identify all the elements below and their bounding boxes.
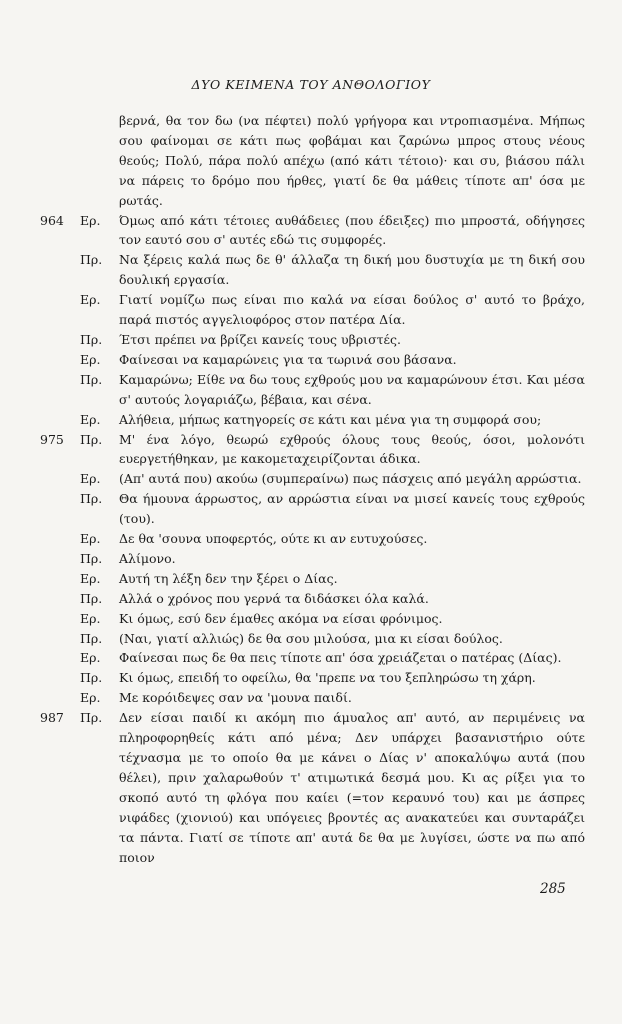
dialogue-line <box>40 648 585 668</box>
dialogue-line <box>40 290 585 330</box>
line-text: Με κορόιδεψες σαν να 'μουνα παιδί. <box>119 690 352 706</box>
line-text: Αλήθεια, μήπως κατηγορείς σε κάτι και μένα για τη συμφορά σου; <box>119 411 542 427</box>
speaker-label: Πρ. <box>80 431 103 447</box>
verse-number: 964 <box>40 212 64 228</box>
line-text: βερνά, θα τον δω (να πέφτει) πολύ γρήγορα και ντροπιασμένα. Μήπως σου φαίνομαι σε κάτι πως φοβάμαι και ζαρώνω μπρος στους νέους θεούς; Πολύ, πάρα πολύ απέχω (από κάτι τέτοιο)· και συ, βιάσου πάλι να πάρεις το δρόμο που ήρθες, γιατί δε θα μάθεις τίποτε απ' όσα με ρωτάς. <box>119 113 585 208</box>
line-text: Να ξέρεις καλά πως δε θ' άλλαζα τη δική μου δυστυχία με τη δική σου δουλική εργασία. <box>119 252 585 288</box>
line-text: Καμαρώνω; Είθε να δω τους εχθρούς μου να καμαρώνουν έτσι. Και μέσα σ' αυτούς λογαριάζω, βέβαια, και σένα. <box>119 371 585 407</box>
running-header: ΔΥΟ ΚΕΙΜΕΝΑ ΤΟΥ ΑΝΘΟΛΟΓΙΟΥ <box>191 77 431 92</box>
line-text: Μ' ένα λόγο, θεωρώ εχθρούς όλους τους θεούς, όσοι, μολονότι ευεργετήθηκαν, με κακομεταχειρίζονται άδικα. <box>119 431 585 467</box>
speaker-label: Πρ. <box>80 670 103 686</box>
speaker-label: Ερ. <box>80 690 101 706</box>
verse-number: 987 <box>40 710 64 726</box>
line-text: Αυτή τη λέξη δεν την ξέρει ο Δίας. <box>119 570 338 586</box>
line-text: Κι όμως, επειδή το οφείλω, θα 'πρεπε να του ξεπληρώσω τη χάρη. <box>119 670 536 686</box>
speaker-label: Πρ. <box>80 550 103 566</box>
line-text: (Ναι, γιατί αλλιώς) δε θα σου μιλούσα, μια κι είσαι δούλος. <box>119 630 503 646</box>
speaker-label: Ερ. <box>80 351 101 367</box>
speaker-label: Ερ. <box>80 570 101 586</box>
dialogue-text <box>40 111 585 867</box>
line-text: Γιατί νομίζω πως είναι πιο καλά να είσαι δούλος σ' αυτό το βράχο, παρά πιστός αγγελιοφόρος στον πατέρα Δία. <box>119 292 585 328</box>
line-text: Δε θα 'σουνα υποφερτός, ούτε κι αν ευτυχούσες. <box>119 531 428 547</box>
line-text: Φαίνεσαι να καμαρώνεις για τα τωρινά σου βάσανα. <box>119 351 457 367</box>
line-text: Δεν είσαι παιδί κι ακόμη πιο άμυαλος απ' αυτό, αν περιμένεις να πληροφορηθείς κάτι από μένα; Δεν υπάρχει βασανιστήριο ούτε τέχνασμα με το οποίο θα με κάνει ο Δίας ν' αποκαλύψω αυτά (που θέλει), πριν χαλαρωθούν τ' ατιμωτικά δεσμά μου. Κι ας ρίξει για το σκοπό αυτό τη φλόγα που καίει (=τον κεραυνό του) και με άσπρες νιφάδες (χιονιού) και υπόγειες βροντές ας ανακατεύει και συνταράζει τα πάντα. Γιατί σε τίποτε απ' αυτά δε θα με λυγίσει, ώστε να πω από ποιον <box>119 710 585 865</box>
dialogue-line <box>40 489 585 529</box>
line-text: Φαίνεσαι πως δε θα πεις τίποτε απ' όσα χρειάζεται ο πατέρας (Δίας). <box>119 650 562 666</box>
line-text: Έτσι πρέπει να βρίζει κανείς τους υβριστές. <box>119 331 401 347</box>
speaker-label: Ερ. <box>80 650 101 666</box>
dialogue-line <box>40 629 585 649</box>
dialogue-line <box>40 330 585 350</box>
line-text: Όμως από κάτι τέτοιες αυθάδειες (που έδειξες) πιο μπροστά, οδήγησες τον εαυτό σου σ' αυτές εδώ τις συμφορές. <box>119 212 585 248</box>
speaker-label: Ερ. <box>80 531 101 547</box>
speaker-label: Ερ. <box>80 471 101 487</box>
dialogue-line <box>40 469 585 489</box>
line-text: Κι όμως, εσύ δεν έμαθες ακόμα να είσαι φρόνιμος. <box>119 610 443 626</box>
dialogue-line <box>40 668 585 688</box>
dialogue-line <box>40 529 585 549</box>
dialogue-line <box>40 430 585 470</box>
dialogue-line <box>40 410 585 430</box>
line-text: (Απ' αυτά που) ακούω (συμπεραίνω) πως πάσχεις από μεγάλη αρρώστια. <box>119 471 582 487</box>
speaker-label: Πρ. <box>80 371 103 387</box>
dialogue-line <box>40 350 585 370</box>
speaker-label: Ερ. <box>80 610 101 626</box>
dialogue-line <box>40 370 585 410</box>
line-text: Αλλά ο χρόνος που γερνά τα διδάσκει όλα καλά. <box>119 590 429 606</box>
speaker-label: Ερ. <box>80 292 101 308</box>
dialogue-line <box>40 549 585 569</box>
line-text: Θα ήμουνα άρρωστος, αν αρρώστια είναι να μισεί κανείς τους εχθρούς (του). <box>119 491 585 527</box>
speaker-label: Ερ. <box>80 212 101 228</box>
speaker-label: Πρ. <box>80 491 103 507</box>
speaker-label: Πρ. <box>80 331 103 347</box>
dialogue-line <box>40 609 585 629</box>
speaker-label: Πρ. <box>80 252 103 268</box>
page-number: 285 <box>540 881 566 897</box>
verse-number: 975 <box>40 431 64 447</box>
speaker-label: Πρ. <box>80 710 103 726</box>
line-text: Αλίμονο. <box>119 550 176 566</box>
dialogue-line <box>40 569 585 589</box>
dialogue-line <box>40 688 585 708</box>
dialogue-line <box>40 708 585 867</box>
dialogue-line <box>40 250 585 290</box>
dialogue-line <box>40 211 585 251</box>
dialogue-line <box>40 589 585 609</box>
speaker-label: Πρ. <box>80 630 103 646</box>
speaker-label: Ερ. <box>80 411 101 427</box>
speaker-label: Πρ. <box>80 590 103 606</box>
dialogue-line <box>40 111 585 211</box>
